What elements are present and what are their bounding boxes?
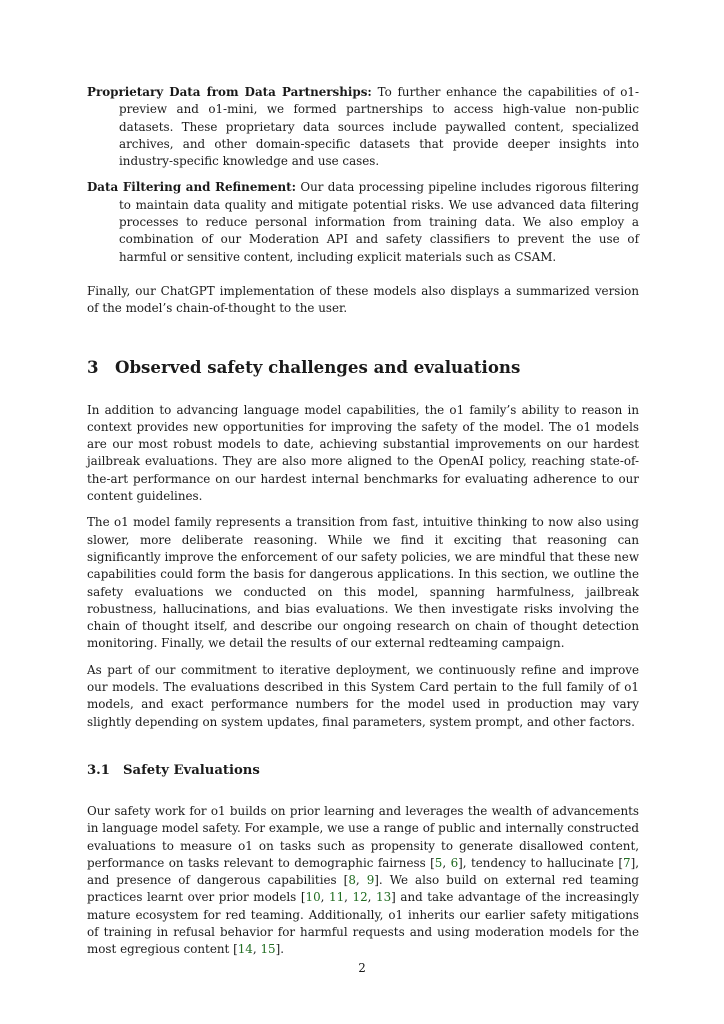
text-run: ] and take advantage of the increasingly mature ecosystem for red teaming. Additionally, o1 inherits our earlier safety mitigations of training in refusal behavior for harmful requests and using moderation models for the most egregious content [: [87, 890, 640, 957]
list-item-text: To further enhance the capabilities of o1-preview and o1-mini, we formed partnerships to access high-value non-public datasets. These proprietary data sources include paywalled content, specialized archives, and other domain-specific datasets that provide deeper insights into industry-specific knowledge and use cases.: [119, 85, 639, 169]
list-item-term: Data Filtering and Refinement:: [87, 180, 297, 195]
description-list: [87, 84, 639, 266]
section-body: [87, 402, 639, 731]
citation-link[interactable]: 14: [237, 942, 253, 957]
text-run: Our safety work for o1 builds on prior learning and leverages the wealth of advancements in language model safety. For example, we use a range of public and internally constructed evaluations to measure o1 on tasks such as propensity to generate disallowed content, performance on tasks relevant to demographic fairness [: [87, 803, 639, 870]
text-run: ], tendency to hallucinate [: [458, 855, 623, 870]
closing-paragraph: Finally, our ChatGPT implementation of these models also displays a summarized version of the model’s chain-of-thought to the user.: [87, 283, 639, 316]
citation-link[interactable]: 5: [434, 855, 443, 870]
text-run: ].: [275, 942, 284, 957]
citation-link[interactable]: 8: [348, 873, 356, 888]
page-number: 2: [358, 961, 366, 975]
section-paragraph: In addition to advancing language model capabilities, the o1 family’s ability to reason in context provides new opportunities for improving the safety of the model. The o1 models are our most robust models to date, achieving substantial improvements on our hardest jailbreak evaluations. They are also more aligned to the OpenAI policy, reaching state-of-the-art performance on our hardest internal benchmarks for evaluating adherence to our content guidelines.: [87, 402, 639, 504]
section-paragraph: The o1 model family represents a transition from fast, intuitive thinking to now also using slower, more deliberate reasoning. While we find it exciting that reasoning can significantly improve the enforcement of our safety policies, we are mindful that these new capabilities could form the basis for dangerous applications. In this section, we outline the safety evaluations we conducted on this model, spanning harmfulness, jailbreak robustness, hallucinations, and bias evaluations. We then investigate risks involving the chain of thought itself, and describe our ongoing research on chain of thought detection monitoring. Finally, we detail the results of our external redteaming campaign.: [87, 515, 639, 651]
list-item-text: Our data processing pipeline includes rigorous filtering to maintain data quality and mitigate potential risks. We use advanced data filtering processes to reduce personal information from training data. We also employ a combination of our Moderation API and safety classifiers to prevent the use of harmful or sensitive content, including explicit materials such as CSAM.: [119, 180, 640, 264]
text-run: ], and presence of dangerous capabilities [: [87, 855, 639, 888]
list-item: [87, 84, 639, 170]
citation-link[interactable]: 10: [305, 890, 321, 905]
subsection-title: Safety Evaluations: [123, 762, 260, 778]
text-run: ]. We also build on external red teaming practices learnt over prior models [: [87, 873, 639, 905]
subsection-body: [87, 803, 639, 959]
subsection-heading: [87, 762, 639, 780]
section-paragraph: As part of our commitment to iterative deployment, we continuously refine and improve our models. The evaluations described in this System Card pertain to the full family of o1 models, and exact performance numbers for the model used in production may vary slightly depending on system updates, final parameters, system prompt, and other factors.: [87, 662, 639, 729]
citation-link[interactable]: 12: [352, 890, 368, 905]
citation-link[interactable]: 7: [623, 855, 631, 870]
subsection-number: 3.1: [87, 762, 110, 778]
citation-link[interactable]: 13: [376, 890, 392, 905]
subsection-paragraph: Our safety work for o1 builds on prior learning and leverages the wealth of advancements in language model safety. For example, we use a range of public and internally constructed evaluations to measure o1 on tasks such as propensity to generate disallowed content, performance on tasks relevant to demographic fairness [5, 6], tendency to hallucinate [7], and presence of dangerous capabilities [8, 9]. We also build on external red teaming practices learnt over prior models [10, 11, 12, 13] and take advantage of the increasingly mature ecosystem for red teaming. Additionally, o1 inherits our earlier safety mitigations of training in refusal behavior for harmful requests and using moderation models for the most egregious content [14, 15].: [87, 803, 640, 957]
section-heading: [87, 356, 639, 378]
citation-link[interactable]: 11: [329, 890, 345, 905]
section-number: 3: [87, 356, 99, 377]
list-item-term: Proprietary Data from Data Partnerships:: [87, 85, 372, 99]
list-item: [87, 179, 639, 265]
citation-link[interactable]: 6: [450, 855, 459, 870]
citation-link[interactable]: 9: [366, 873, 375, 888]
citation-link[interactable]: 15: [260, 942, 276, 957]
page-body: [87, 84, 639, 959]
section-title: Observed safety challenges and evaluations: [115, 356, 521, 377]
